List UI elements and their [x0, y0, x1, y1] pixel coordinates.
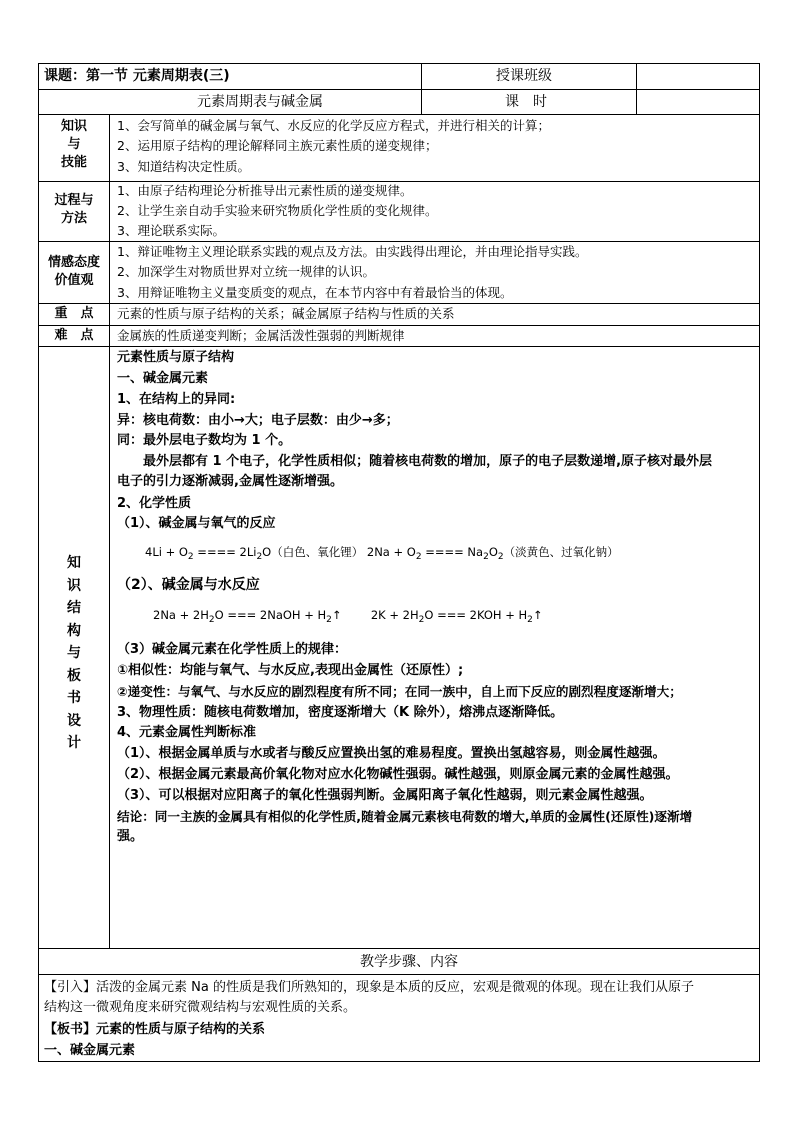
process-item-2: 2、让学生亲自动手实验来研究物质化学性质的变化规律。 [117, 203, 438, 218]
emotion-label: 情感态度 价值观 [47, 255, 100, 288]
board-line: 3、物理性质：随核电荷数增加，密度逐渐增大（K 除外），熔沸点逐渐降低。 [117, 705, 564, 720]
board-line: （1）、根据金属单质与水或者与酸反应置换出氢的难易程度。置换出氢越容易，则金属性越强。 [117, 746, 666, 761]
board-line: （3）碱金属元素在化学性质上的规律： [117, 642, 348, 657]
board-line: 电子的引力逐渐减弱,金属性逐渐增强。 [117, 474, 343, 489]
hours-label: 课 时 [505, 94, 547, 110]
process-item-3: 3、理论联系实际。 [117, 223, 225, 238]
board-line: （2）、碱金属与水反应 [117, 577, 260, 593]
knowledge-item-3: 3、知道结构决定性质。 [117, 159, 250, 174]
steps-board-heading: 【板书】元素的性质与原子结构的关系 [44, 1022, 266, 1037]
knowledge-item-1: 1、会写简单的碱金属与氧气、水反应的化学反应方程式，并进行相关的计算； [117, 118, 550, 133]
process-item-1: 1、由原子结构理论分析推导出元素性质的递变规律。 [117, 183, 413, 198]
emotion-item-1: 1、辩证唯物主义理论联系实践的观点及方法。由实践得出理论，并由理论指导实践。 [117, 244, 588, 259]
board-line: 同：最外层电子数均为 1 个。 [117, 433, 292, 448]
board-line: 元素性质与原子结构 [117, 350, 235, 365]
board-line: （2）、根据金属元素最高价氧化物对应水化物碱性强弱。碱性越强，则原金属元素的金属性越强。 [117, 767, 679, 782]
equation-oxygen: $4Li + O_2$ ==== $2Li_2O$（白色、氧化锂） $2Na + O_2$ ==== $Na_2O_2$（淡黄色、过氧化钠） [145, 545, 619, 562]
lesson-subtitle: 元素周期表与碱金属 [197, 94, 323, 110]
board-line: 一、碱金属元素 [117, 371, 209, 386]
key-point-text: 元素的性质与原子结构的关系；碱金属原子结构与性质的关系 [117, 306, 455, 321]
board-line: 结论：同一主族的金属具有相似的化学性质,随着金属元素核电荷数的增大,单质的金属性(还原性)逐渐增 [117, 809, 693, 824]
board-content [117, 348, 759, 946]
emotion-item-3: 3、用辩证唯物主义量变质变的观点，在本节内容中有着最恰当的体现。 [117, 285, 513, 300]
board-label: 知 识 结 构 与 板 书 设 计 [67, 555, 81, 751]
board-line: 1、在结构上的异同: [117, 392, 236, 407]
knowledge-item-2: 2、运用原子结构的理论解释同主族元素性质的递变规律； [117, 138, 438, 153]
emotion-item-2: 2、加深学生对物质世界对立统一规律的认识。 [117, 264, 375, 279]
lesson-title: 课题：第一节 元素周期表(三) [44, 68, 230, 84]
difficulty-label: 难 点 [54, 328, 94, 343]
board-line: 最外层都有 1 个电子，化学性质相似；随着核电荷数的增加，原子的电子层数递增,原子核对最外层 [143, 454, 713, 469]
board-line: ①相似性：均能与氧气、与水反应,表现出金属性（还原性）; [117, 663, 464, 678]
class-label: 授课班级 [496, 68, 552, 84]
steps-section-heading: 一、碱金属元素 [44, 1043, 136, 1058]
knowledge-label: 知识 与 技能 [60, 119, 87, 170]
steps-intro-line-1: 【引入】活泼的金属元素 Na 的性质是我们所熟知的，现象是本质的反应，宏观是微观的体现。现在让我们从原子 [44, 980, 694, 995]
board-line: 异：核电荷数：由小→大；电子层数：由少→多； [117, 413, 399, 428]
board-line: ②递变性：与氧气、与水反应的剧烈程度有所不同；在同一族中，自上而下反应的剧烈程度逐渐增大； [117, 684, 682, 699]
equation-water: $2Na + 2H_2O$ === 2NaOH + $H_2↑$ $2K + 2H_2O$ === $2KOH + H_2↑$ [153, 608, 543, 625]
process-label: 过程与 方法 [54, 193, 94, 226]
board-line: 2、化学性质 [117, 496, 192, 511]
difficulty-text: 金属族的性质递变判断；金属活泼性强弱的判断规律 [117, 328, 405, 343]
steps-title: 教学步骤、内容 [360, 954, 458, 970]
key-point-label: 重 点 [54, 306, 94, 321]
steps-intro-line-2: 结构这一微观角度来研究微观结构与宏观性质的关系。 [44, 1000, 357, 1015]
board-line: （1）、碱金属与氧气的反应 [117, 516, 276, 531]
board-line: 4、元素金属性判断标准 [117, 725, 257, 740]
board-line: 强。 [117, 829, 144, 844]
board-line: （3）、可以根据对应阳离子的氧化性强弱判断。金属阳离子氧化性越弱，则元素金属性越强。 [117, 788, 653, 803]
